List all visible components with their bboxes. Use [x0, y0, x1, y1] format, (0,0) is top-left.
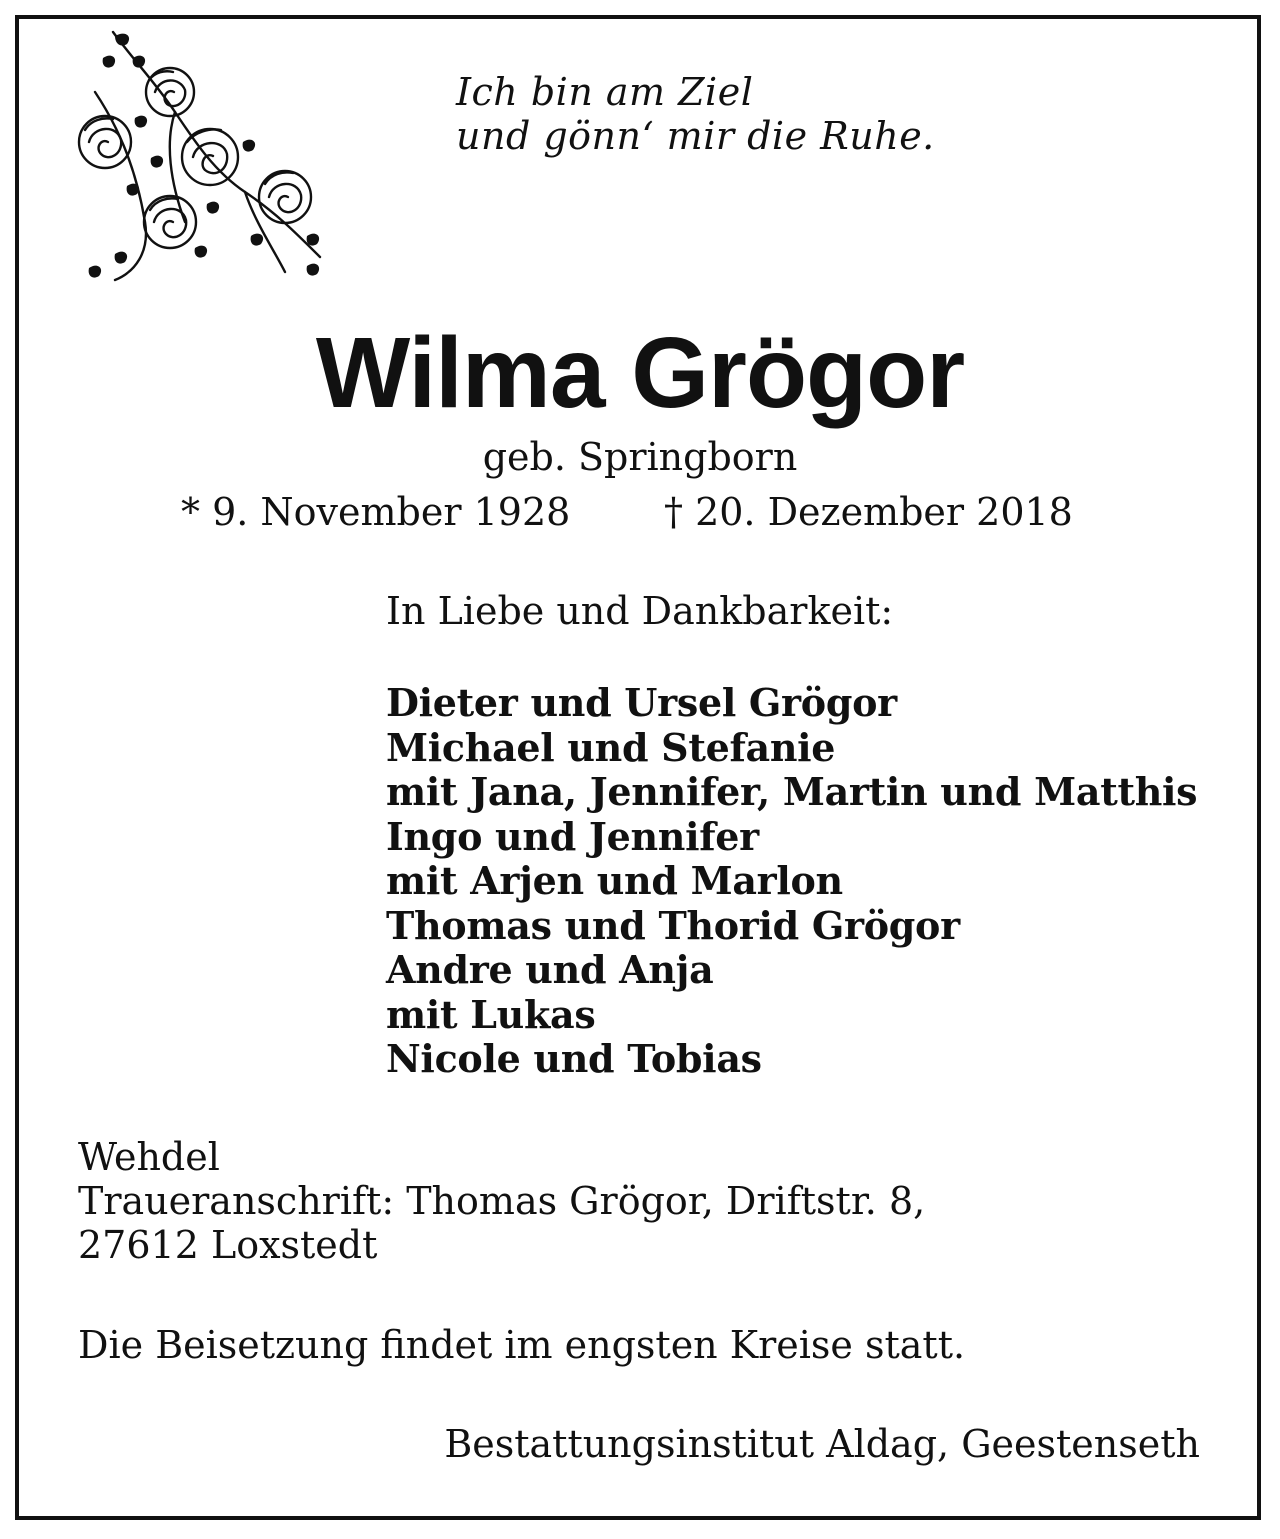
family-member: mit Jana, Jennifer, Martin und Matthis — [386, 769, 1198, 814]
family-list — [386, 681, 1197, 1082]
mourning-address — [78, 1135, 925, 1267]
place-name: Wehdel — [78, 1135, 220, 1179]
dedication-text: In Liebe und Dankbarkeit: — [386, 589, 894, 633]
death-date: † 20. Dezember 2018 — [664, 490, 1073, 534]
family-member: Andre und Anja — [386, 947, 714, 992]
family-member: Thomas und Thorid Grögor — [386, 902, 960, 948]
family-member: mit Arjen und Marlon — [386, 858, 843, 903]
memorial-quote — [456, 70, 935, 158]
family-member: Nicole und Tobias — [386, 1036, 762, 1081]
undertaker-name: Bestattungsinstitut Aldag, Geestenseth — [444, 1422, 1200, 1466]
family-member: Michael und Stefanie — [386, 724, 836, 770]
quote-line-1: Ich bin am Ziel — [456, 70, 754, 114]
deceased-name: Wilma Grögor — [315, 317, 965, 429]
address-line-2: 27612 Loxstedt — [78, 1223, 378, 1267]
family-member: Ingo und Jennifer — [386, 813, 759, 859]
quote-line-2: und gönn‘ mir die Ruhe. — [456, 114, 935, 158]
address-line-1: Traueranschrift: Thomas Grögor, Driftstr. 8, — [78, 1179, 926, 1223]
family-member: mit Lukas — [386, 991, 596, 1037]
family-member: Dieter und Ursel Grögor — [386, 680, 897, 725]
burial-note: Die Beisetzung findet im engsten Kreise statt. — [78, 1323, 966, 1367]
maiden-name: geb. Springborn — [482, 435, 798, 479]
birth-date: * 9. November 1928 — [181, 490, 571, 534]
roses-icon — [75, 22, 335, 284]
